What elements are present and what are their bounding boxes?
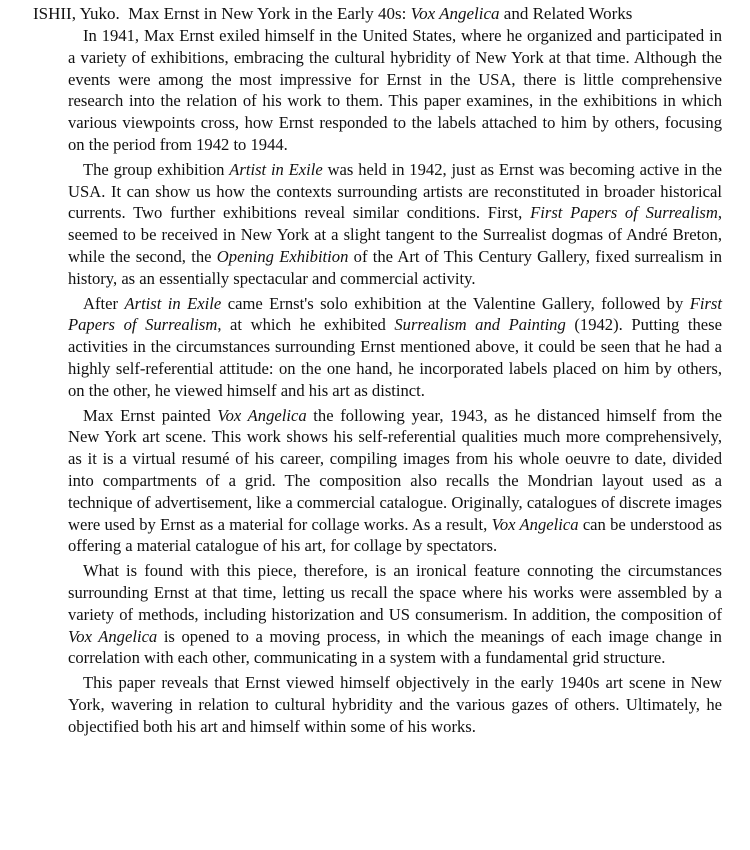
paragraph-text: , at which he exhibited	[217, 315, 395, 335]
abstract-paragraph	[33, 405, 722, 558]
title-part-1: Max Ernst in New York in the Early 40s:	[128, 4, 407, 23]
abstract-paragraph	[33, 293, 722, 402]
paragraph-text: Max Ernst painted	[83, 405, 218, 425]
paragraph-text: After	[83, 293, 125, 313]
italic-title-text: First Papers of Surrealism	[530, 203, 718, 223]
author-name: ISHII, Yuko.	[33, 4, 120, 23]
paragraph-text: of the Art of This Century Gallery, fixed surrealism in history, as an essentially spectacular and commercial activity.	[68, 246, 722, 288]
abstract-paragraph	[33, 560, 722, 669]
italic-title-text: Vox Angelica	[68, 626, 158, 646]
abstract-paragraph	[33, 25, 722, 156]
italic-title-text: Surrealism and Painting	[394, 315, 566, 335]
paragraph-text: is opened to a moving process, in which the meanings of each image change in correlation with each other, communicating in a system with a fundamental grid structure.	[68, 626, 722, 668]
abstract-paragraph	[33, 672, 722, 737]
title-italic-work: Vox Angelica	[410, 4, 500, 23]
italic-title-text: Vox Angelica	[491, 514, 579, 534]
paragraph-text: The group exhibition	[83, 159, 230, 179]
abstract-body	[33, 25, 722, 738]
paragraph-text: was held in 1942, just as Ernst was becoming active in the USA. It can show us how the contexts surrounding artists are reconstituted in broader historical currents. Two further exhibitions reveal similar conditions. First,	[68, 159, 722, 223]
italic-title-text: First Papers of Surrealism	[68, 293, 722, 335]
paragraph-text: In 1941, Max Ernst exiled himself in the United States, where he organized and participated in a variety of exhibitions, embracing the cultural hybridity of New York at that time. Although the events were among the most impressive for Ernst in the USA, there is little comprehensive research into the relation of his work to them. This paper examines, in the exhibitions in which various viewpoints cross, how Ernst responded to the labels attached to him by others, focusing on the period from 1942 to 1944.	[68, 26, 722, 154]
paragraph-text: (1942). Putting these activities in the circumstances surrounding Ernst mentioned above, it could be seen that he had a highly self-referential attitude: on the one hand, he incorporated labels placed on him by others, on the other, he viewed himself and his art as distinct.	[68, 315, 722, 400]
abstract-paragraph	[33, 159, 722, 290]
paragraph-text: can be understood as offering a material catalogue of his art, for collage by spectators.	[68, 514, 722, 556]
paragraph-text: the following year, 1943, as he distanced himself from the New York art scene. This work shows his self-referential qualities much more comprehensively, as it is a virtual resumé of his career, compiling images from his whole oeuvre to date, divided into compartments of a grid. The composition also recalls the Mondrian layout used as a technique of advertisement, like a commercial catalogue. Originally, catalogues of discrete images were used by Ernst as a material for collage works. As a result,	[68, 405, 722, 534]
title-part-2: and Related Works	[503, 4, 633, 23]
paragraph-text: came Ernst's solo exhibition at the Valentine Gallery, followed by	[221, 293, 690, 313]
paragraph-text: What is found with this piece, therefore, is an ironical feature connoting the circumstances surrounding Ernst at that time, letting us recall the space where his works were assembled by a variety of methods, including historization and US consumerism. In addition, the composition of	[68, 561, 722, 624]
italic-title-text: Artist in Exile	[229, 159, 323, 179]
italic-title-text: Artist in Exile	[124, 293, 222, 313]
paragraph-text: , seemed to be received in New York at a slight tangent to the Surrealist dogmas of André Breton, while the second, the	[68, 203, 722, 266]
italic-title-text: Vox Angelica	[217, 405, 307, 425]
abstract-heading	[33, 3, 722, 25]
italic-title-text: Opening Exhibition	[216, 246, 349, 266]
paragraph-text: This paper reveals that Ernst viewed himself objectively in the early 1940s art scene in New York, wavering in relation to cultural hybridity and the various gazes of others. Ultimately, he objectified both his art and himself within some of his works.	[68, 673, 722, 736]
